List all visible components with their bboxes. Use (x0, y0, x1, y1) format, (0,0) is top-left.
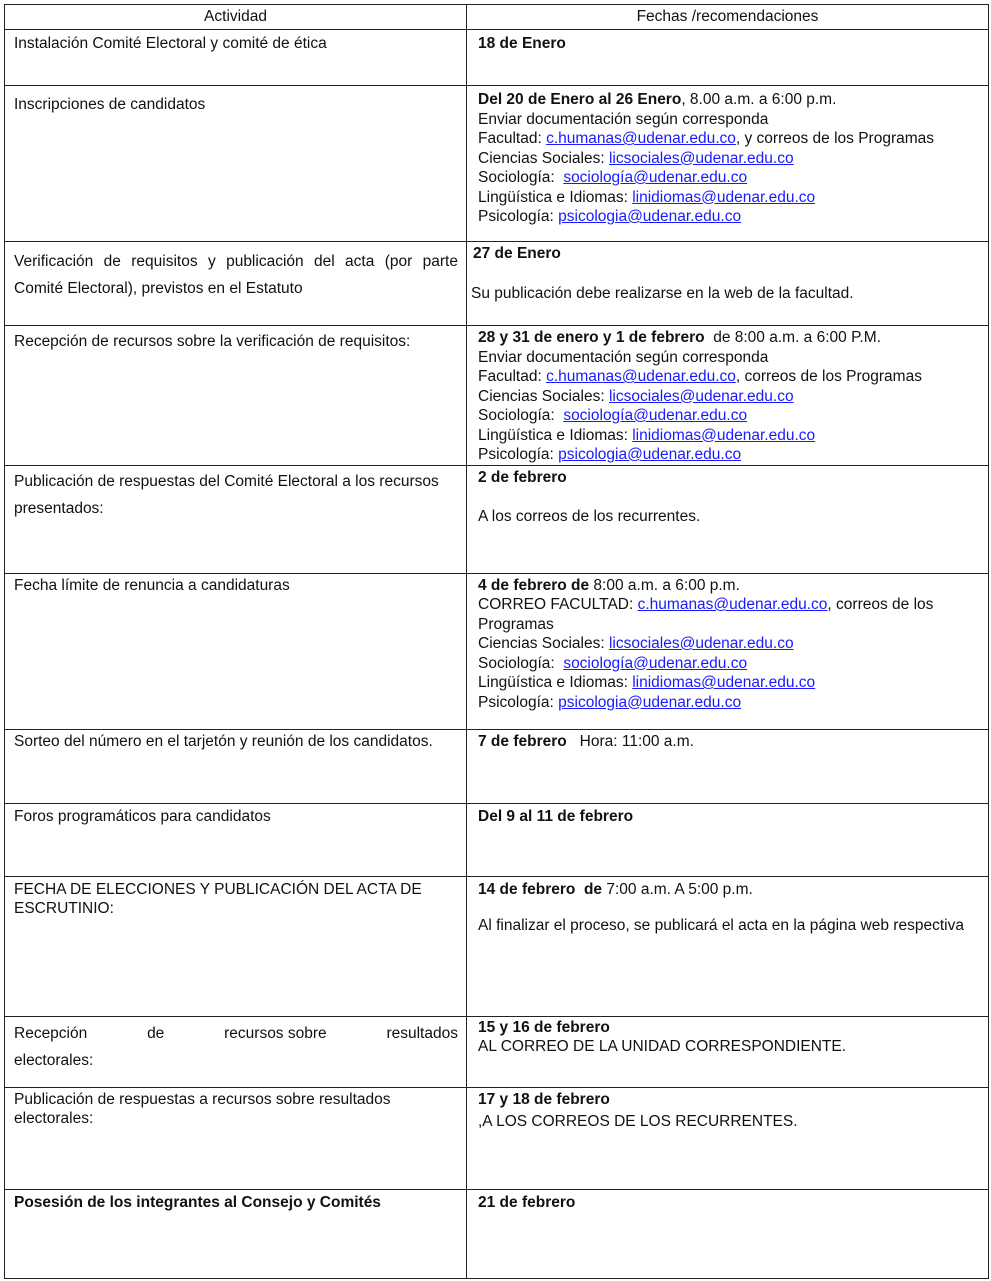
contact-label: Sociología: (478, 407, 564, 424)
note-text: ,A LOS CORREOS DE LOS RECURRENTES. (478, 1113, 798, 1130)
note-text: Al finalizar el proceso, se publicará el acta en la página web respectiva (478, 917, 964, 934)
contact-line (478, 367, 980, 387)
contact-line (478, 673, 980, 693)
contact-label: Lingüística e Idiomas: (478, 674, 633, 691)
activity-text: Publicación de respuestas del Comité Electoral a los recursos presentados: (14, 472, 439, 517)
activity-cell (5, 465, 467, 573)
contact-line (478, 693, 980, 713)
email-link[interactable]: c.humanas@udenar.edu.co (546, 368, 736, 385)
contact-line (478, 406, 980, 426)
activity-cell (5, 1087, 467, 1189)
activity-cell (5, 573, 467, 729)
contact-label: Psicología: (478, 693, 559, 711)
dates-cell (467, 729, 989, 803)
activity-word: electorales: (14, 1051, 94, 1069)
contact-line (478, 149, 980, 169)
date-text: 14 de febrero de (478, 880, 603, 898)
contact-label: Psicología: (478, 208, 559, 225)
contact-suffix: , y correos de los Programas (735, 130, 935, 147)
table-row (5, 242, 989, 326)
contact-line (478, 445, 980, 465)
table-row (5, 30, 989, 86)
dates-cell (467, 465, 989, 573)
email-link[interactable]: linidiomas@udenar.edu.co (632, 426, 816, 444)
contact-line (478, 129, 980, 149)
note-text: Enviar documentación según corresponda (478, 348, 769, 366)
activity-cell (5, 1189, 467, 1278)
email-link[interactable]: sociología@udenar.edu.co (563, 407, 748, 424)
contact-suffix: , correos de los Programas (735, 368, 922, 385)
time-text: Hora: 11:00 a.m. (566, 732, 694, 750)
activity-text: Inscripciones de candidatos (14, 96, 206, 113)
date-text: 17 y 18 de febrero (478, 1090, 610, 1108)
date-text: 21 de febrero (478, 1193, 576, 1211)
activity-word: resultados (386, 1024, 458, 1042)
email-link[interactable]: psicologia@udenar.edu.co (558, 446, 742, 463)
date-text: Del 20 de Enero al 26 Enero (478, 91, 682, 108)
time-text: de 8:00 a.m. a 6:00 P.M. (704, 329, 881, 346)
time-text: 7:00 a.m. A 5:00 p.m. (602, 880, 753, 898)
time-text: 8:00 a.m. a 6:00 p.m. (589, 576, 740, 594)
contact-line (478, 426, 980, 446)
activity-cell (5, 326, 467, 466)
email-link[interactable]: c.humanas@udenar.edu.co (546, 130, 736, 147)
email-link[interactable]: sociología@udenar.edu.co (563, 654, 748, 672)
activity-cell (5, 30, 467, 86)
activity-text (14, 1020, 458, 1047)
contact-line (478, 207, 980, 227)
contact-line (478, 188, 980, 208)
activity-word: de (147, 1024, 165, 1042)
date-text: Del 9 al 11 de febrero (478, 807, 634, 825)
activity-text: Recepción de recursos sobre la verificación de requisitos: (14, 333, 411, 350)
date-text: 7 de febrero (478, 732, 567, 750)
note-text: Su publicación debe realizarse en la web de la facultad. (471, 284, 854, 302)
contact-label: CORREO FACULTAD: (478, 596, 638, 613)
email-link[interactable]: linidiomas@udenar.edu.co (632, 674, 816, 691)
note-text: A los correos de los recurrentes. (478, 508, 701, 525)
activity-word: recursos sobre (224, 1024, 327, 1042)
table-row (5, 803, 989, 876)
activity-text: Foros programáticos para candidatos (14, 807, 271, 825)
contact-label: Lingüística e Idiomas: (478, 426, 633, 444)
contact-label: Ciencias Sociales: (478, 635, 609, 652)
date-text: 27 de Enero (473, 245, 561, 262)
dates-cell (467, 876, 989, 1016)
dates-cell (467, 242, 989, 326)
contact-line (478, 595, 980, 634)
note-text: AL CORREO DE LA UNIDAD CORRESPONDIENTE. (478, 1038, 847, 1055)
table-header-row (5, 5, 989, 30)
activity-cell (5, 803, 467, 876)
contact-label: Sociología: (478, 654, 564, 672)
date-text: 28 y 31 de enero y 1 de febrero (478, 329, 705, 346)
contact-label: Ciencias Sociales: (478, 387, 609, 405)
contact-label: Sociología: (478, 169, 564, 186)
dates-cell (467, 1016, 989, 1087)
contact-label: Lingüística e Idiomas: (478, 188, 633, 206)
table-row (5, 1016, 989, 1087)
activity-cell (5, 1016, 467, 1087)
email-link[interactable]: psicologia@udenar.edu.co (558, 208, 742, 225)
activity-cell (5, 729, 467, 803)
email-link[interactable]: sociología@udenar.edu.co (563, 169, 748, 186)
table-row (5, 86, 989, 242)
table-row (5, 876, 989, 1016)
table-row (5, 1189, 989, 1278)
activity-text: Sorteo del número en el tarjetón y reunión de los candidatos. (14, 732, 433, 750)
email-link[interactable]: licsociales@udenar.edu.co (608, 387, 794, 405)
dates-cell (467, 1189, 989, 1278)
header-activity: Actividad (5, 5, 467, 30)
date-text: 18 de Enero (478, 35, 566, 52)
date-text: 15 y 16 de febrero (478, 1018, 610, 1036)
contact-line (478, 168, 980, 188)
dates-cell (467, 326, 989, 466)
email-link[interactable]: linidiomas@udenar.edu.co (632, 188, 816, 206)
contact-label: Facultad: (478, 368, 547, 385)
schedule-table (4, 4, 989, 1279)
table-row (5, 573, 989, 729)
header-dates: Fechas /recomendaciones (467, 5, 989, 30)
email-link[interactable]: c.humanas@udenar.edu.co (637, 596, 828, 613)
table-row (5, 1087, 989, 1189)
table-row (5, 729, 989, 803)
contact-line (478, 634, 980, 654)
activity-text: Posesión de los integrantes al Consejo y Comités (14, 1193, 381, 1211)
contact-line (478, 654, 980, 674)
email-link[interactable]: licsociales@udenar.edu.co (608, 635, 794, 652)
activity-cell (5, 86, 467, 242)
dates-cell (467, 86, 989, 242)
contact-label: Facultad: (478, 130, 547, 147)
time-text: , 8.00 a.m. a 6:00 p.m. (681, 91, 837, 108)
dates-cell (467, 803, 989, 876)
activity-text: Fecha límite de renuncia a candidaturas (14, 576, 290, 594)
dates-cell (467, 30, 989, 86)
date-text: 2 de febrero (478, 468, 567, 486)
activity-cell (5, 242, 467, 326)
activity-text: Publicación de respuestas a recursos sobre resultados electorales: (14, 1090, 391, 1127)
email-link[interactable]: licsociales@udenar.edu.co (608, 149, 794, 167)
activity-cell (5, 876, 467, 1016)
dates-cell (467, 573, 989, 729)
activity-text: FECHA DE ELECCIONES Y PUBLICACIÓN DEL ACTA DE ESCRUTINIO: (14, 880, 422, 917)
table-row (5, 326, 989, 466)
activity-text: Verificación de requisitos y publicación del acta (por parte Comité Electoral), previstos en el Estatuto (14, 253, 458, 297)
activity-word: Recepción (14, 1024, 88, 1042)
note-text: Enviar documentación según corresponda (478, 110, 769, 128)
contact-label: Ciencias Sociales: (478, 149, 609, 167)
dates-cell (467, 1087, 989, 1189)
email-link[interactable]: psicologia@udenar.edu.co (558, 693, 742, 711)
contact-line (478, 387, 980, 407)
contact-label: Psicología: (478, 446, 559, 463)
table-row (5, 465, 989, 573)
contact-suffix: , correos de los Programas (478, 596, 934, 633)
activity-text: Instalación Comité Electoral y comité de ética (14, 35, 327, 52)
date-text: 4 de febrero de (478, 576, 590, 594)
